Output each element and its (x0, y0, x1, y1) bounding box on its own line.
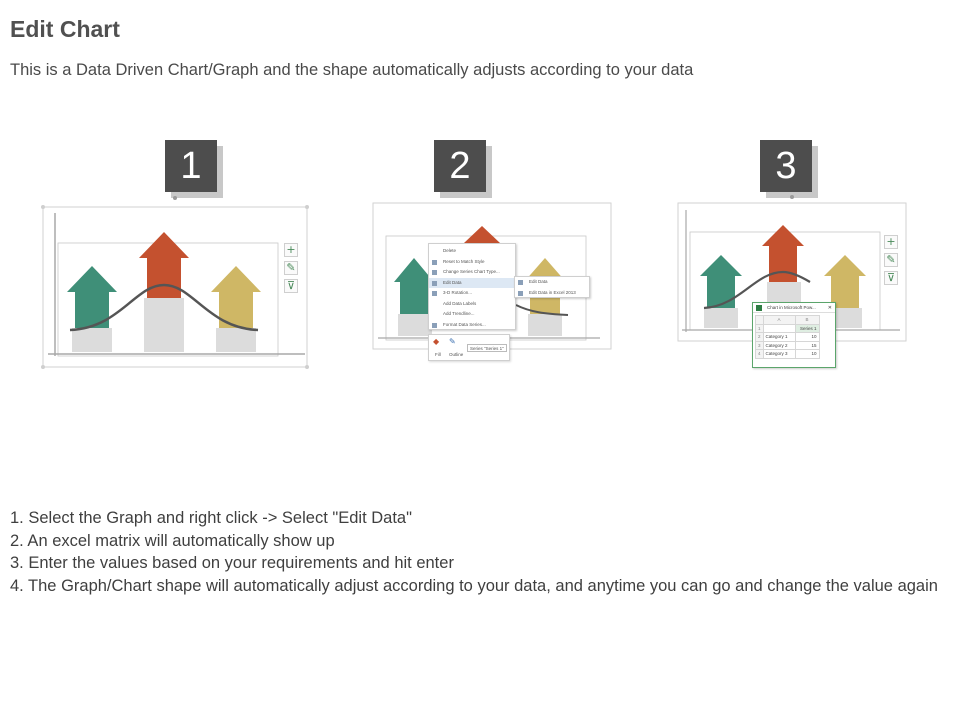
table-row (756, 316, 820, 325)
chart-filter-icon[interactable]: ⊽ (884, 271, 898, 285)
excel-title: Chart in Microsoft Pow... (767, 305, 816, 310)
menu-item-add-labels[interactable]: Add Data Labels (443, 300, 477, 306)
arrow-green (700, 255, 742, 308)
page-title: Edit Chart (10, 16, 120, 42)
menu-item-label: Edit Data (443, 279, 462, 285)
step-1-badge: 1 (165, 140, 217, 192)
corner-cell (756, 316, 764, 325)
step-2-badge: 2 (434, 140, 486, 192)
base-bar (704, 308, 738, 328)
cell[interactable]: 10 (795, 350, 819, 359)
column-header[interactable]: A (763, 316, 795, 325)
cell[interactable]: 10 (795, 333, 819, 342)
chart-styles-brush-icon[interactable]: ✎ (884, 253, 898, 267)
handle (790, 195, 794, 199)
submenu-label: Edit Data (529, 279, 548, 284)
row-number: 1 (756, 324, 764, 333)
menu-item-add-trendline[interactable]: Add Trendline... (443, 311, 475, 316)
table-row (756, 333, 820, 342)
row-number: 3 (756, 341, 764, 350)
panel-3-chart-tools (884, 235, 898, 289)
row-number: 4 (756, 350, 764, 359)
menu-item-label: 3-D Rotation... (443, 290, 473, 295)
submenu-label: Edit Data in Excel 2013 (529, 289, 576, 295)
fill-label: Fill (435, 352, 441, 357)
table-row (756, 324, 820, 333)
page-subtitle: This is a Data Driven Chart/Graph and the shape automatically adjusts according to your data (10, 61, 694, 79)
cell[interactable]: Category 2 (763, 341, 795, 350)
menu-item-label: Change Series Chart Type... (443, 269, 500, 274)
chart-elements-plus-icon[interactable]: + (284, 243, 298, 257)
excel-title-bar (753, 303, 835, 313)
step-3-badge: 3 (760, 140, 812, 192)
excel-grid (755, 315, 820, 359)
chart-filter-icon[interactable]: ⊽ (284, 279, 298, 293)
instruction-step-3: 3. Enter the values based on your requirements and hit enter (10, 554, 454, 572)
table-row (756, 341, 820, 350)
arrow-orange (762, 225, 804, 282)
instruction-step-2: 2. An excel matrix will automatically show up (10, 531, 335, 550)
outline-pen-icon[interactable]: ✎ (449, 337, 456, 346)
table-row (756, 350, 820, 359)
cell[interactable]: 15 (795, 341, 819, 350)
menu-item-label: Reset to Match Style (443, 258, 485, 264)
excel-icon (756, 305, 762, 311)
instructions-list (10, 507, 945, 597)
chart-styles-brush-icon[interactable]: ✎ (284, 261, 298, 275)
cell[interactable]: Series 1 (795, 324, 819, 333)
cell[interactable] (763, 324, 795, 333)
row-number: 2 (756, 333, 764, 342)
excel-data-window[interactable] (752, 302, 836, 368)
cell[interactable]: Category 1 (763, 333, 795, 342)
column-header[interactable]: B (795, 316, 819, 325)
close-icon[interactable]: ✕ (827, 305, 832, 311)
instruction-step-1: 1. Select the Graph and right click -> Select "Edit Data" (10, 509, 412, 527)
series-select[interactable]: Series "Series 1" (467, 344, 507, 352)
menu-item-delete[interactable]: Delete (443, 248, 457, 253)
instruction-step-4: 4. The Graph/Chart shape will automatically adjust according to your data, and anytime you can go and change the value again (10, 576, 938, 595)
fill-bucket-icon[interactable]: ◆ (433, 337, 440, 346)
arrow-yellow (824, 255, 866, 308)
outline-label: Outline (449, 352, 464, 357)
chart-elements-plus-icon[interactable]: + (884, 235, 898, 249)
cell[interactable]: Category 3 (763, 350, 795, 359)
menu-item-label: Format Data Series... (443, 321, 486, 327)
